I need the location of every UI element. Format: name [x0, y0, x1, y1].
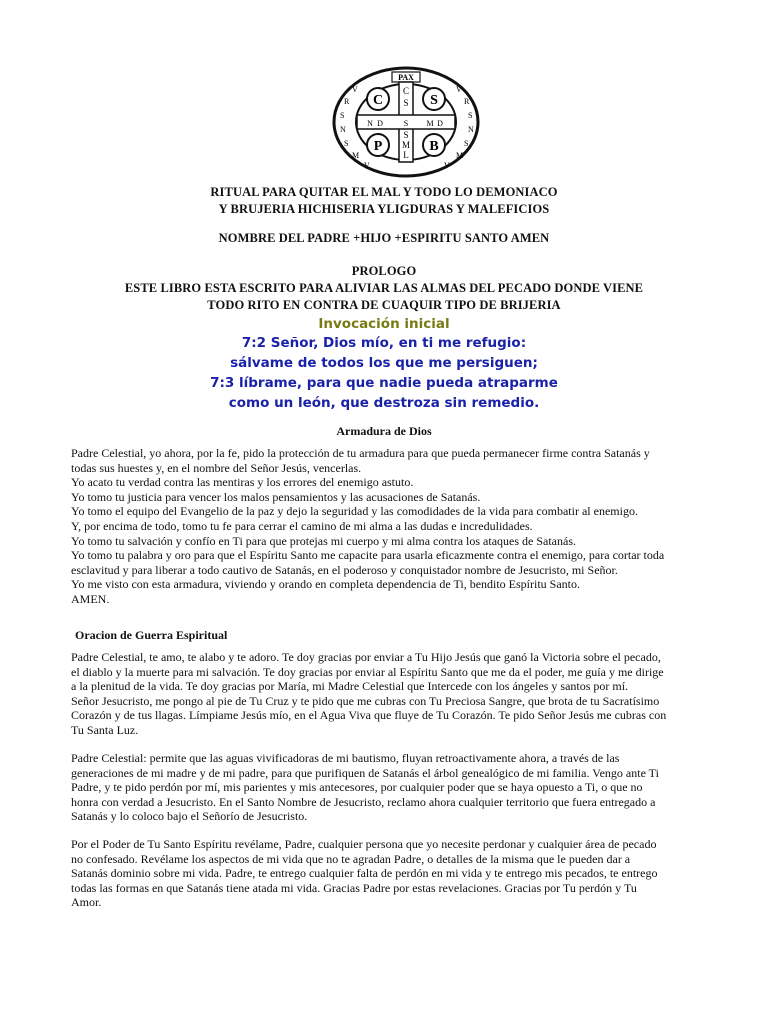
prologo-line-2: TODO RITO EN CONTRA DE CUAQUIR TIPO DE BRIJERIA [207, 298, 561, 312]
text-line: Tu Santa Luz. [71, 722, 139, 737]
invocation-line: NOMBRE DEL PADRE +HIJO +ESPIRITU SANTO AMEN [218, 231, 550, 245]
verse-line: 7:2 Señor, Dios mío, en ti me refugio: [241, 335, 527, 351]
text-line: a la plenitud de la vida. Te doy gracias por María, mi Madre Celestial que Intercede con los ángeles y santos por mí. [71, 679, 629, 694]
text-line: Corazón y de tus llagas. Límpiame Jesús mío, en el Agua Viva que fluye de Tu Corazón. Te pido Señor Jesús me cubras con [71, 708, 667, 723]
text-line: generaciones de mi madre y de mi padre, para que purifiquen de Satanás el árbol genealógico de mi familia. Vengo ante Ti [71, 765, 659, 780]
text-line: Padre Celestial: permite que las aguas vivificadoras de mi bautismo, fluyan retroactivamente ahora, a través de las [71, 751, 620, 765]
medal-cross-letter: D [377, 119, 383, 128]
medal-ring-letter: V [444, 161, 450, 170]
medal-quadrant-s: S [430, 93, 438, 108]
medal-ring-letter: N [340, 125, 346, 134]
oracion-title: Oracion de Guerra Espiritual [75, 628, 228, 642]
medal-ring-letter: M [456, 151, 464, 160]
armadura-title: Armadura de Dios [336, 424, 432, 438]
title-line-2: Y BRUJERIA HICHISERIA YLIGDURAS Y MALEFICIOS [218, 202, 550, 216]
text-line: Yo tomo el equipo del Evangelio de la paz y dejo la seguridad y las comodidades de la vida para combatir al enemigo. [71, 504, 638, 519]
text-line: Satanás y lo coloco bajo el Señorío de Jesucristo. [71, 809, 308, 824]
verse-line: sálvame de todos los que me persiguen; [230, 355, 538, 371]
text-line: Amor. [71, 895, 102, 910]
text-line: Yo tomo tu justicia para vencer los malos pensamientos y las acusaciones de Satanás. [71, 489, 481, 504]
text-line: Señor Jesucristo, me pongo al pie de Tu Cruz y te pido que me cubras con Tu Preciosa Sangre, que brota de tu Sacratísimo [71, 693, 660, 708]
text-line: Yo tomo tu salvación y confío en Ti para que protejas mi cuerpo y mi alma contra los ataques de Satanás. [71, 533, 577, 548]
text-line: Padre Celestial, te amo, te alabo y te adoro. Te doy gracias por enviar a Tu Hijo Jesús que ganó la Victoria sobre el pecado, [71, 650, 661, 664]
medal-ring-letter: S [340, 111, 345, 120]
text-line: todas las formas en que Satanás tiene atada mi vida. Gracias Padre por estas revelaciones. Gracias por Tu perdón y Tu [71, 880, 637, 895]
medal-center-letter: S [403, 98, 409, 108]
text-line: Yo me visto con esta armadura, viviendo y orando en completa dependencia de Ti, bendito Espíritu Santo. [71, 577, 581, 592]
medal-ring-letter: M [352, 151, 360, 160]
text-line: Satanás dominio sobre mi vida. Padre, te entrego cualquier falta de perdón en mi vida y te entrego mis pecados, te entrego [71, 866, 658, 881]
verse-line: como un león, que destroza sin remedio. [228, 395, 540, 411]
armadura-text [71, 446, 701, 607]
text-line: no confesado. Revélame los aspectos de mi vida que no te agradan Padre, o detalles de la misma que le pueden dar a [71, 851, 631, 866]
medal-quadrant-p: P [373, 139, 383, 154]
text-line: el diablo y la muerte para mi salvación. Te doy gracias por enviar al Espíritu Santo que me da el poder, me guía y me dirige [71, 664, 664, 679]
text-line: AMEN. [71, 591, 110, 606]
text-line: Yo tomo tu palabra y oro para que el Espíritu Santo me capacite para usarla eficazmente contra el enemigo, para cortar toda [71, 548, 665, 563]
medal-center-letter: L [403, 150, 409, 160]
medal-ring-letter: V [352, 85, 358, 94]
text-line: Por el Poder de Tu Santo Espíritu revélame, Padre, cualquier persona que yo necesite perdonar y cualquier área de pecado [71, 837, 657, 851]
medal-ring-letter: S [464, 139, 469, 148]
prologo-block [0, 263, 768, 314]
text-line: esclavitud y para liberar a todo cautivo de Satanás, en el poderoso y conquistador nombre de Jesucristo, mi Señor. [71, 562, 618, 577]
medal-ring-letter: S [344, 139, 349, 148]
oracion-paragraph-1 [71, 650, 701, 738]
medal-ring-letter: V [456, 85, 462, 94]
medal-cross-letter: S [403, 119, 409, 128]
medal-pax-text: PAX [398, 73, 414, 82]
verse-line: 7:3 líbrame, para que nadie pueda atraparme [210, 375, 558, 391]
medal-ring-letter: R [344, 97, 350, 106]
medal-cross-letter: M [426, 119, 434, 128]
text-line: Yo acato tu verdad contra las mentiras y los errores del enemigo astuto. [71, 475, 414, 490]
prologo-line-1: ESTE LIBRO ESTA ESCRITO PARA ALIVIAR LAS ALMAS DEL PECADO DONDE VIENE [124, 281, 644, 295]
text-line: honra con verdad a Jesucristo. En el Santo Nombre de Jesucristo, reclamo ahora cualquier territorio que fuera entregado a [71, 794, 656, 809]
medal-ring-letter: S [468, 111, 473, 120]
text-line: Padre Celestial, yo ahora, por la fe, pido la protección de tu armadura para que pueda permanecer firme contra Satanás y [71, 446, 650, 460]
prologo-label: PROLOGO [351, 264, 417, 278]
medal-center-letter: M [401, 140, 411, 150]
text-line: Y, por encima de todo, tomo tu fe para cerrar el camino de mi alma a las dudas e incredulidades. [71, 518, 533, 533]
medal-quadrant-b: B [429, 139, 439, 154]
invocacion-title: Invocación inicial [318, 316, 450, 332]
oracion-paragraph-3 [71, 837, 701, 910]
medal-center-letter: S [403, 130, 409, 140]
medal-quadrant-c: C [372, 93, 384, 108]
medal-cross-letter: N [367, 119, 373, 128]
document-title [0, 184, 768, 218]
text-line: Padre, y te pido perdón por mí, mis parientes y mis antecesores, por cualquier poder que se haya opuesto a Ti, o que no [71, 780, 643, 795]
medal-cross-letter: D [437, 119, 443, 128]
oracion-paragraph-2 [71, 751, 701, 824]
medal-ring-letter: N [468, 125, 474, 134]
st-benedict-medal-emblem [330, 62, 482, 180]
title-line-1: RITUAL PARA QUITAR EL MAL Y TODO LO DEMONIACO [210, 185, 558, 199]
invocacion-verses [0, 333, 768, 413]
medal-center-letter: C [402, 86, 410, 96]
medal-ring-letter: R [464, 97, 470, 106]
medal-ring-letter: V [364, 161, 370, 170]
text-line: todas sus huestes y, en el nombre del Señor Jesús, vencerlas. [71, 460, 362, 475]
